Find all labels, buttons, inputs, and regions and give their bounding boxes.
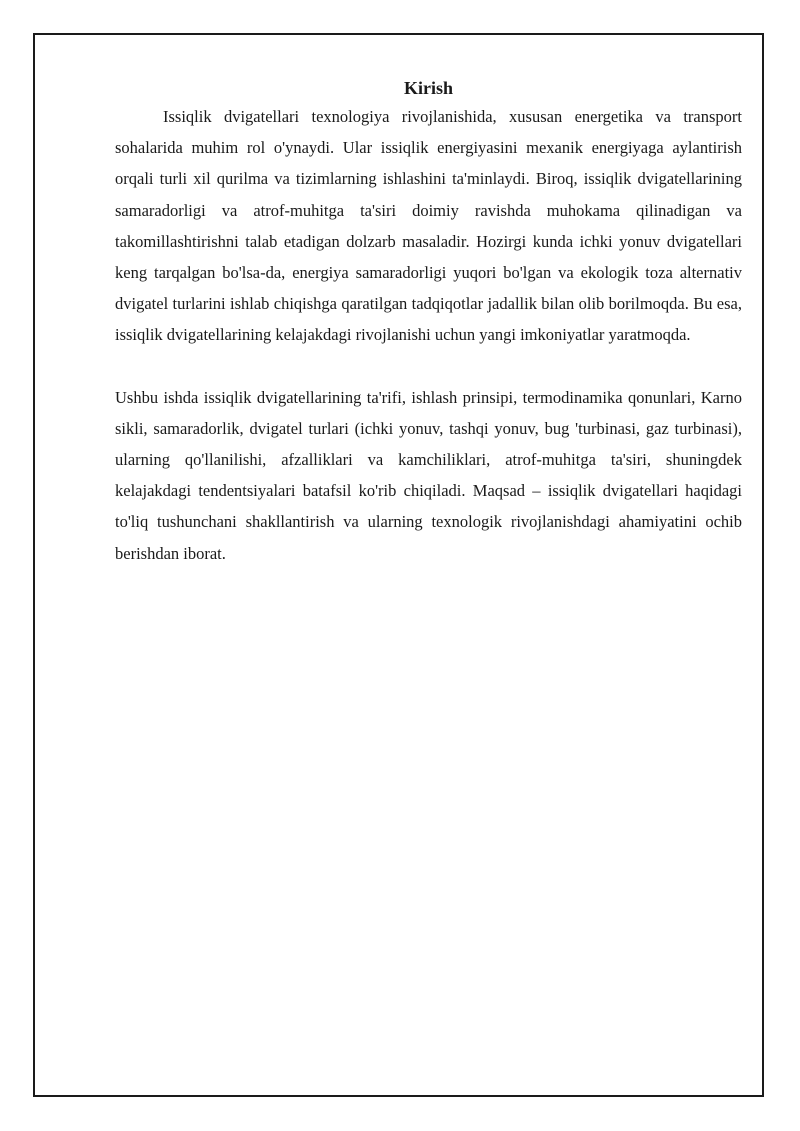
paragraph-scope: Ushbu ishda issiqlik dvigatellarining ta'rifi, ishlash prinsipi, termodinamika qonunlari, Karno sikli, samaradorlik, dvigatel turlari (ichki yonuv, tashqi yonuv, bug 'turbinasi, gaz turbinasi), ularning qo'llanilishi, afzalliklari va kamchiliklari, atrof-muhitga ta'siri, shuningdek kelajakdagi tendentsiyalari batafsil ko'rib chiqiladi. Maqsad – issiqlik dvigatellari haqidagi to'liq tushunchani shakllantirish va ularning texnologik rivojlanishdagi ahamiyatini ochib berishdan iborat. [115, 387, 742, 563]
document-title: Kirish [403, 78, 453, 98]
document-body [115, 76, 742, 569]
paragraph-intro: Issiqlik dvigatellari texnologiya rivojlanishida, xususan energetika va transport sohalarida muhim rol o'ynaydi. Ular issiqlik energiyasini mexanik energiyaga aylantirish orqali turli xil qurilma va tizimlarning ishlashini ta'minlaydi. Biroq, issiqlik dvigatellarining samaradorligi va atrof-muhitga ta'siri doimiy ravishda muhokama qilinadigan va takomillashtirishni talab etadigan dolzarb masaladir. Hozirgi kunda ichki yonuv dvigatellari keng tarqalgan bo'lsa-da, energiya samaradorligi yuqori bo'lgan va ekologik toza alternativ dvigatel turlarini ishlab chiqishga qaratilgan tadqiqotlar jadallik bilan olib borilmoqda. Bu esa, issiqlik dvigatellarining kelajakdagi rivojlanishi uchun yangi imkoniyatlar yaratmoqda. [115, 107, 742, 345]
